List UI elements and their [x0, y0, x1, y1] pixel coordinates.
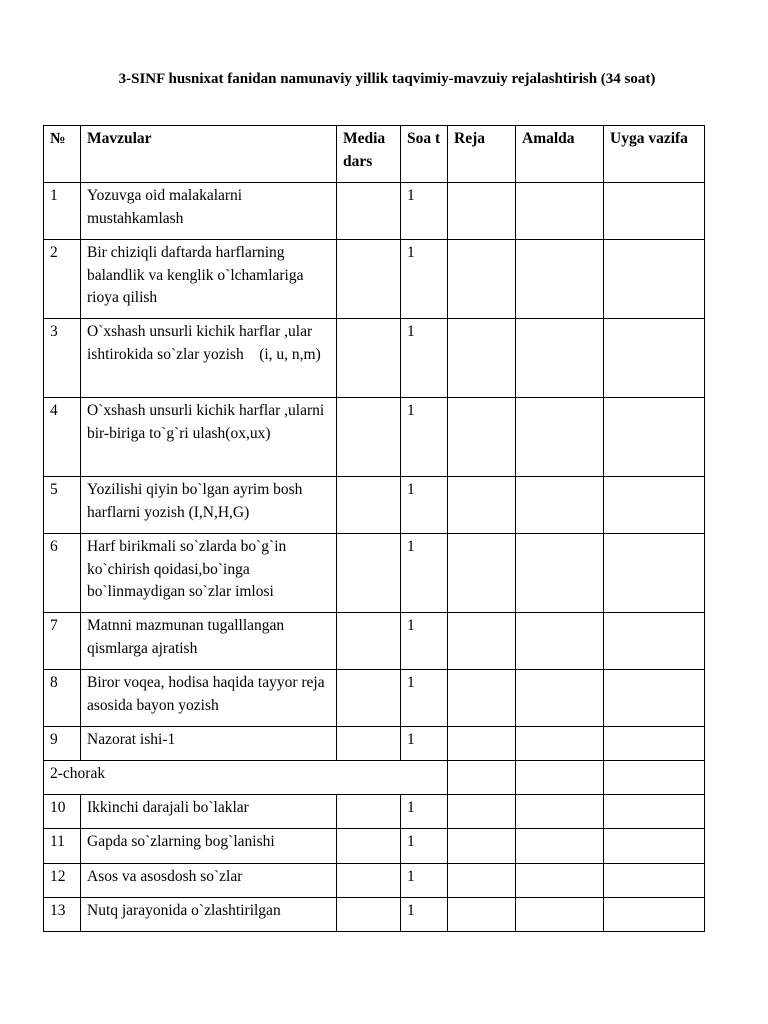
- row-hours: 1: [401, 864, 448, 898]
- row-topic: Nutq jarayonida o`zlashtirilgan: [81, 898, 337, 932]
- row-num: 13: [44, 898, 81, 932]
- row-hours: 1: [401, 240, 448, 319]
- page-title: 3-SINF husnixat fanidan namunaviy yillik taqvimiy-mavzuiy rejalashtirish (34 soat): [118, 71, 656, 87]
- row-actual: [516, 864, 604, 898]
- row-hours: 1: [401, 670, 448, 727]
- row-num: 4: [44, 398, 81, 477]
- row-num: 7: [44, 613, 81, 670]
- row-media: [337, 319, 401, 398]
- table-row: [44, 898, 705, 932]
- row-plan: [448, 477, 516, 534]
- row-num: 3: [44, 319, 81, 398]
- row-homework: [604, 477, 705, 534]
- row-homework: [604, 398, 705, 477]
- row-topic: Ikkinchi darajali bo`laklar: [81, 795, 337, 829]
- table-row: [44, 670, 705, 727]
- header-plan: Reja: [448, 126, 516, 183]
- table-row: [44, 477, 705, 534]
- row-actual: [516, 761, 604, 795]
- row-topic: Yozuvga oid malakalarni mustahkamlash: [81, 183, 337, 240]
- row-num: 2: [44, 240, 81, 319]
- row-actual: [516, 670, 604, 727]
- row-homework: [604, 670, 705, 727]
- row-actual: [516, 534, 604, 613]
- row-topic: Bir chiziqli daftarda harflarning balandlik va kenglik o`lchamlariga rioya qilish: [81, 240, 337, 319]
- row-hours: 1: [401, 795, 448, 829]
- row-topic: Asos va asosdosh so`zlar: [81, 864, 337, 898]
- row-media: [337, 829, 401, 864]
- row-homework: [604, 534, 705, 613]
- row-homework: [604, 319, 705, 398]
- row-plan: [448, 613, 516, 670]
- row-media: [337, 477, 401, 534]
- row-media: [337, 864, 401, 898]
- row-plan: [448, 727, 516, 761]
- row-hours: 1: [401, 477, 448, 534]
- row-hours: 1: [401, 727, 448, 761]
- row-actual: [516, 727, 604, 761]
- table-row: [44, 240, 705, 319]
- row-actual: [516, 240, 604, 319]
- table-row: [44, 795, 705, 829]
- row-hours: 1: [401, 613, 448, 670]
- row-homework: [604, 829, 705, 864]
- header-media: Media dars: [337, 126, 401, 183]
- row-hours: 1: [401, 829, 448, 864]
- row-plan: [448, 398, 516, 477]
- row-num: 5: [44, 477, 81, 534]
- table-row: [44, 727, 705, 761]
- row-media: [337, 240, 401, 319]
- row-plan: [448, 183, 516, 240]
- row-topic: Gapda so`zlarning bog`lanishi: [81, 829, 337, 864]
- row-homework: [604, 761, 705, 795]
- row-actual: [516, 398, 604, 477]
- table-row: [44, 319, 705, 398]
- row-num: 9: [44, 727, 81, 761]
- header-actual: Amalda: [516, 126, 604, 183]
- header-homework: Uyga vazifa: [604, 126, 705, 183]
- section-heading: 2-chorak: [44, 761, 448, 795]
- row-actual: [516, 898, 604, 932]
- row-media: [337, 898, 401, 932]
- row-num: 8: [44, 670, 81, 727]
- row-actual: [516, 795, 604, 829]
- row-plan: [448, 829, 516, 864]
- row-hours: 1: [401, 534, 448, 613]
- row-plan: [448, 864, 516, 898]
- row-homework: [604, 795, 705, 829]
- row-hours: 1: [401, 319, 448, 398]
- row-num: 11: [44, 829, 81, 864]
- row-topic: Nazorat ishi-1: [81, 727, 337, 761]
- row-plan: [448, 795, 516, 829]
- row-actual: [516, 613, 604, 670]
- row-media: [337, 398, 401, 477]
- row-topic: O`xshash unsurli kichik harflar ,ularni bir-biriga to`g`ri ulash(ox,ux): [81, 398, 337, 477]
- row-hours: 1: [401, 398, 448, 477]
- row-hours: 1: [401, 898, 448, 932]
- row-plan: [448, 319, 516, 398]
- row-homework: [604, 898, 705, 932]
- table-row: [44, 864, 705, 898]
- row-media: [337, 183, 401, 240]
- row-num: 6: [44, 534, 81, 613]
- header-row: [44, 126, 705, 183]
- row-plan: [448, 761, 516, 795]
- row-topic: Yozilishi qiyin bo`lgan ayrim bosh harflarni yozish (I,N,H,G): [81, 477, 337, 534]
- row-topic: Matnni mazmunan tugalllangan qismlarga ajratish: [81, 613, 337, 670]
- header-hours: Soa t: [401, 126, 448, 183]
- row-media: [337, 613, 401, 670]
- row-plan: [448, 534, 516, 613]
- row-plan: [448, 670, 516, 727]
- row-media: [337, 795, 401, 829]
- plan-table: [43, 125, 705, 932]
- row-actual: [516, 829, 604, 864]
- row-num: 12: [44, 864, 81, 898]
- row-actual: [516, 183, 604, 240]
- row-num: 10: [44, 795, 81, 829]
- row-media: [337, 534, 401, 613]
- row-plan: [448, 898, 516, 932]
- table-row: [44, 534, 705, 613]
- section-row: [44, 761, 705, 795]
- table-row: [44, 613, 705, 670]
- row-hours: 1: [401, 183, 448, 240]
- row-homework: [604, 864, 705, 898]
- table-row: [44, 398, 705, 477]
- row-actual: [516, 477, 604, 534]
- row-actual: [516, 319, 604, 398]
- table-row: [44, 829, 705, 864]
- row-media: [337, 670, 401, 727]
- row-homework: [604, 183, 705, 240]
- row-media: [337, 727, 401, 761]
- row-homework: [604, 613, 705, 670]
- header-num: №: [44, 126, 81, 183]
- header-topics: Mavzular: [81, 126, 337, 183]
- row-topic: Harf birikmali so`zlarda bo`g`in ko`chirish qoidasi,bo`inga bo`linmaydigan so`zlar imlosi: [81, 534, 337, 613]
- row-num: 1: [44, 183, 81, 240]
- row-homework: [604, 240, 705, 319]
- table-row: [44, 183, 705, 240]
- row-homework: [604, 727, 705, 761]
- row-topic: Biror voqea, hodisa haqida tayyor reja asosida bayon yozish: [81, 670, 337, 727]
- row-plan: [448, 240, 516, 319]
- row-topic: O`xshash unsurli kichik harflar ,ular ishtirokida so`zlar yozish (i, u, n,m): [81, 319, 337, 398]
